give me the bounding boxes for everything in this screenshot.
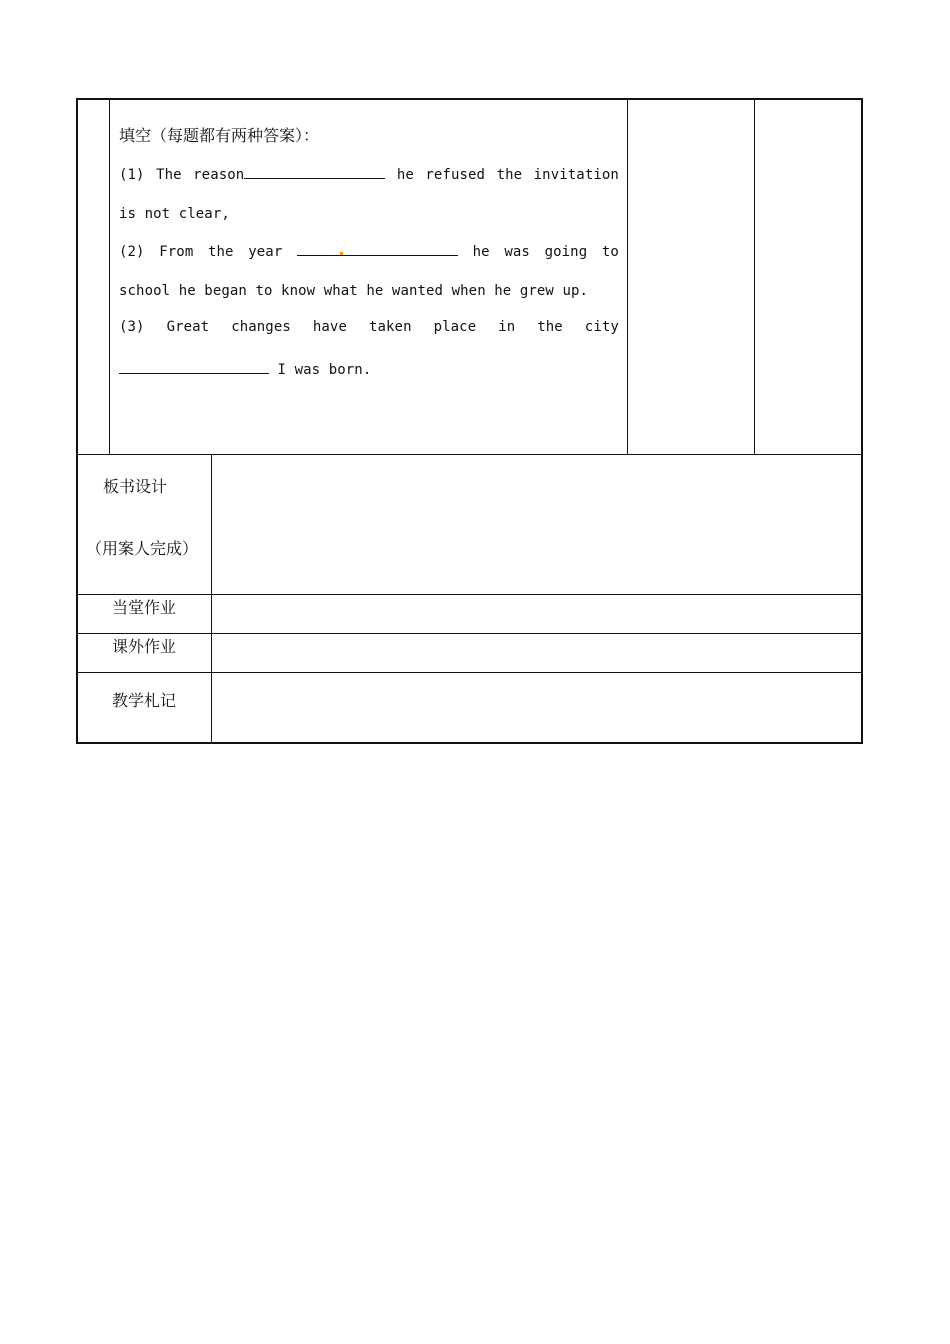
board-design-note: （用案人完成） (86, 539, 199, 558)
table-divider (754, 99, 755, 455)
table-divider (627, 99, 628, 455)
answer-blank[interactable] (244, 166, 385, 179)
question-word: taken (368, 319, 412, 335)
question-word: refused (425, 167, 486, 183)
question-word: to (601, 244, 619, 260)
cursor-mark (340, 252, 343, 255)
table-divider (211, 455, 212, 742)
exercise-heading: 填空（每题都有两种答案）： (119, 126, 320, 145)
question-word: have (312, 319, 347, 335)
homework-label: 课外作业 (112, 637, 177, 656)
question-3-line-1 (119, 320, 619, 334)
lesson-plan-table (76, 98, 863, 744)
question-word: in (498, 319, 516, 335)
table-divider (77, 454, 862, 455)
question-word: From (159, 244, 194, 260)
classwork-label: 当堂作业 (112, 598, 177, 617)
question-tail: I was born. (277, 362, 372, 378)
question-1-line-2: is not clear, (119, 206, 230, 222)
table-divider (109, 99, 110, 455)
question-word: changes (231, 319, 291, 335)
question-2-line-2: school he began to know what he wanted when he grew up. (119, 283, 589, 299)
board-design-label: 板书设计 (103, 477, 168, 496)
question-blank-group (193, 166, 385, 182)
question-2-line-1 (119, 243, 619, 259)
table-divider (77, 672, 862, 673)
question-number: (2) (119, 244, 145, 260)
question-word: Great (166, 319, 210, 335)
question-1-line-1 (119, 166, 619, 182)
question-word: city (584, 319, 619, 335)
answer-blank[interactable] (119, 361, 269, 374)
question-word: the (537, 319, 563, 335)
answer-blank[interactable] (297, 243, 458, 256)
question-3-line-2 (119, 361, 371, 377)
question-word: place (433, 319, 477, 335)
question-word: he (396, 167, 414, 183)
question-word: reason (193, 167, 245, 183)
question-word: year (248, 244, 283, 260)
question-word: the (496, 167, 523, 183)
question-word: he (472, 244, 490, 260)
question-word: going (544, 244, 588, 260)
teaching-notes-label: 教学札记 (112, 691, 177, 710)
question-number: (1) (119, 167, 145, 183)
question-word: The (156, 167, 182, 183)
table-divider (77, 633, 862, 634)
table-divider (77, 594, 862, 595)
question-word: the (208, 244, 234, 260)
question-number: (3) (119, 319, 145, 335)
question-word: invitation (533, 167, 619, 183)
question-word: was (504, 244, 530, 260)
